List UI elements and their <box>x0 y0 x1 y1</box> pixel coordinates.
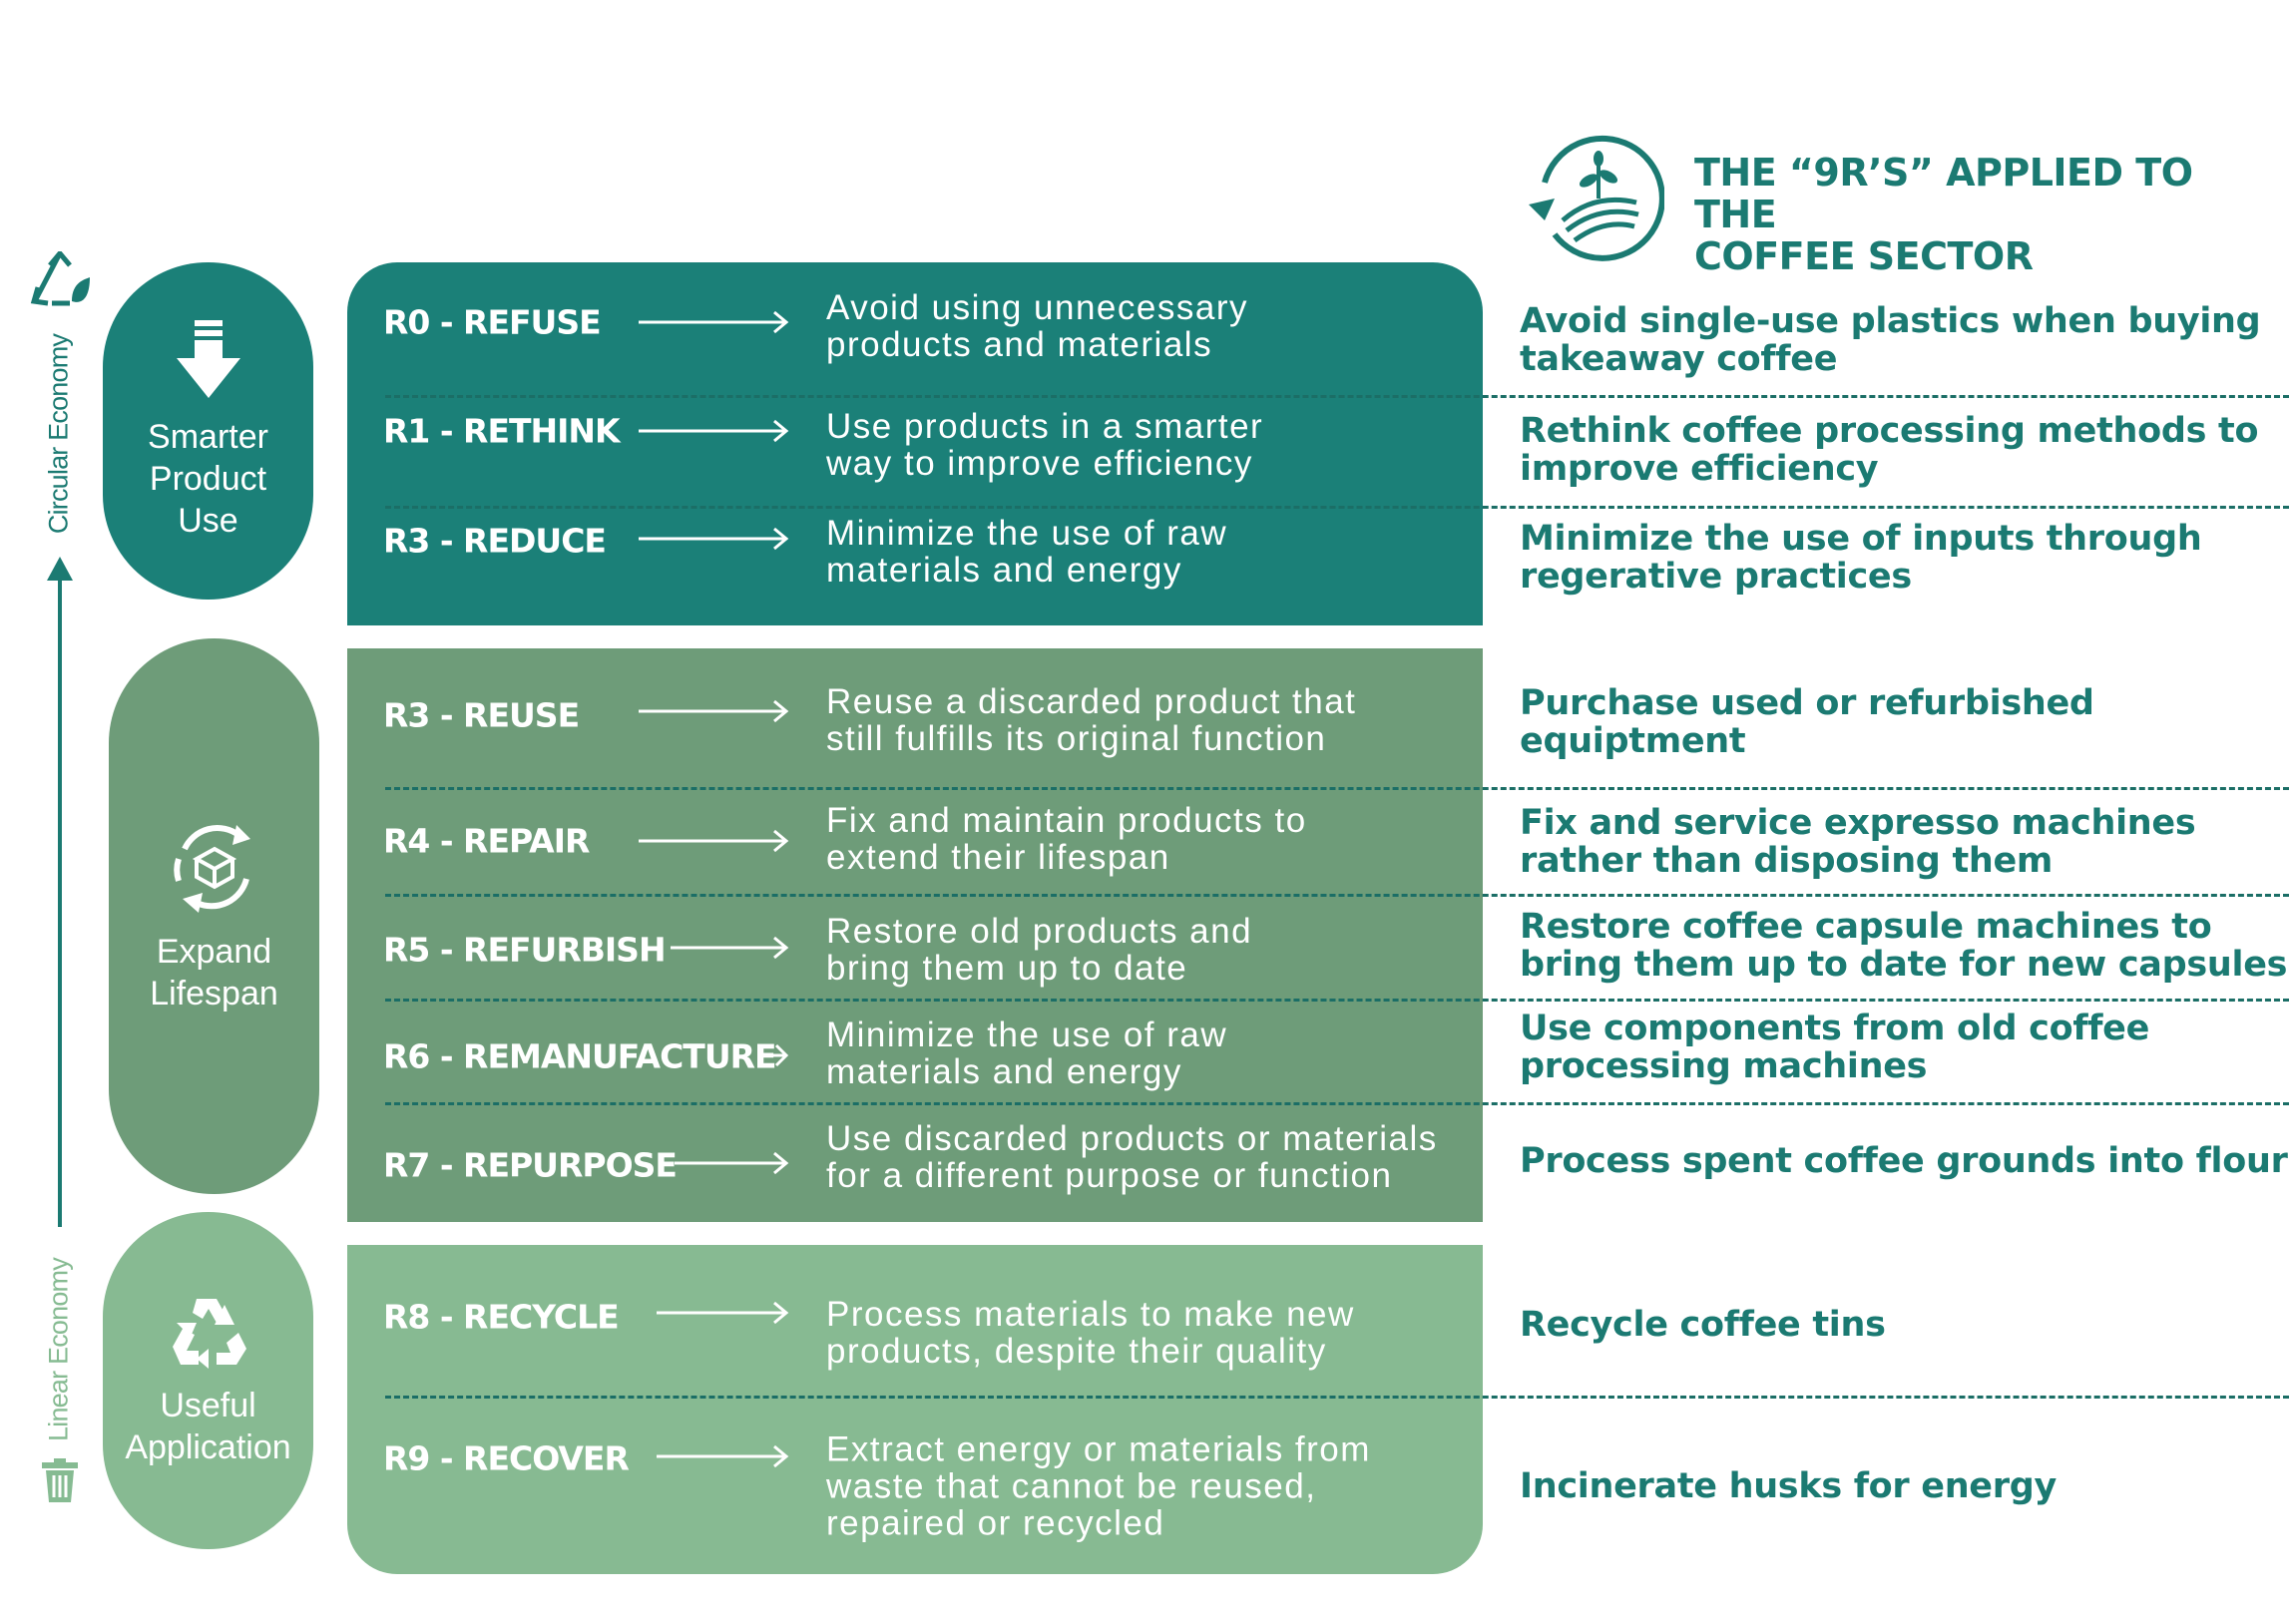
cycle-box-icon <box>167 819 262 915</box>
title-line-1: THE “9R’S” APPLIED TO THE <box>1694 151 2193 236</box>
arrow-right-icon <box>675 1151 790 1175</box>
arrow-right-icon <box>639 419 790 443</box>
r-description <box>826 515 1227 589</box>
app-line: takeaway coffee <box>1520 339 1838 379</box>
app-line: Rethink coffee processing methods to <box>1520 411 2259 451</box>
app-line: regerative practices <box>1520 557 1912 597</box>
r-description <box>826 802 1307 876</box>
recycle-icon <box>169 1293 248 1369</box>
desc-line: Restore old products and <box>826 912 1253 951</box>
category-expand-lifespan <box>109 638 319 1194</box>
r-description <box>826 913 1252 987</box>
arrow-right-icon <box>639 829 790 853</box>
desc-line: materials and energy <box>826 551 1182 590</box>
arrow-right-icon <box>657 1444 790 1468</box>
row-separator <box>385 894 2289 897</box>
desc-line: Use products in a smarter <box>826 407 1264 446</box>
app-line: Use components from old coffee <box>1520 1009 2150 1048</box>
coffee-application <box>1520 302 2260 378</box>
app-line: Purchase used or refurbished <box>1520 683 2094 723</box>
coffee-application <box>1520 1467 2057 1505</box>
r-description <box>826 1016 1227 1090</box>
r-code: R9 - RECOVER <box>383 1438 629 1478</box>
coffee-application <box>1520 804 2195 880</box>
arrow-right-icon <box>639 310 790 334</box>
r-code: R6 - REMANUFACTURE <box>383 1036 776 1076</box>
r-code: R3 - REDUCE <box>383 521 606 561</box>
app-line: rather than disposing them <box>1520 841 2054 881</box>
desc-line: Extract energy or materials from <box>826 1429 1371 1469</box>
desc-line: products, despite their quality <box>826 1332 1327 1371</box>
desc-line: waste that cannot be reused, <box>826 1466 1317 1506</box>
app-line: bring them up to date for new capsules <box>1520 945 2288 985</box>
row-separator <box>385 395 2289 398</box>
coffee-application <box>1520 1142 2288 1180</box>
axis-line <box>58 571 62 1227</box>
desc-line: Minimize the use of raw <box>826 514 1228 553</box>
r-description <box>826 289 1248 363</box>
app-line: processing machines <box>1520 1046 1928 1086</box>
row-separator <box>385 506 2289 509</box>
axis-label-circular: Circular Economy <box>43 333 74 535</box>
desc-line: bring them up to date <box>826 949 1188 988</box>
arrow-right-icon <box>639 527 790 551</box>
desc-line: Avoid using unnecessary <box>826 288 1248 327</box>
r-description <box>826 408 1263 482</box>
r-code: R7 - REPURPOSE <box>383 1145 677 1185</box>
desc-line: Use discarded products or materials <box>826 1119 1438 1158</box>
category-useful-application <box>103 1212 313 1549</box>
coffee-farm-cycle-icon <box>1515 133 1664 267</box>
app-line: equiptment <box>1520 721 1746 761</box>
app-line: Avoid single-use plastics when buying <box>1520 301 2261 341</box>
app-line: Minimize the use of inputs through <box>1520 519 2202 559</box>
r-code: R8 - RECYCLE <box>383 1297 619 1337</box>
app-line: Recycle coffee tins <box>1520 1305 1886 1345</box>
r-description <box>826 1431 1371 1542</box>
category-smarter-product-use <box>103 262 313 600</box>
desc-line: products and materials <box>826 325 1213 364</box>
row-separator <box>385 1396 2289 1399</box>
category-label: Useful Application <box>125 1387 291 1466</box>
desc-line: still fulfills its original function <box>826 719 1327 758</box>
arrow-right-icon <box>766 1043 790 1067</box>
app-line: Process spent coffee grounds into flour <box>1520 1141 2288 1181</box>
r-description <box>826 1296 1355 1370</box>
desc-line: Process materials to make new <box>826 1295 1355 1334</box>
app-line: Incinerate husks for energy <box>1520 1466 2057 1506</box>
r-code: R1 - RETHINK <box>383 411 620 451</box>
desc-line: extend their lifespan <box>826 838 1170 877</box>
row-separator <box>385 1102 2289 1105</box>
r-code: R5 - REFURBISH <box>383 930 666 970</box>
r-description <box>826 683 1356 757</box>
category-label: Expand Lifespan <box>150 932 278 1013</box>
r-description <box>826 1120 1438 1194</box>
coffee-application <box>1520 520 2201 596</box>
coffee-application <box>1520 412 2258 488</box>
arrow-right-icon <box>639 699 790 723</box>
r-code: R3 - REUSE <box>383 695 580 735</box>
coffee-application <box>1520 684 2094 760</box>
recycle-leaf-icon <box>30 251 92 313</box>
desc-line: way to improve efficiency <box>826 444 1253 483</box>
desc-line: Fix and maintain products to <box>826 801 1307 840</box>
desc-line: materials and energy <box>826 1052 1182 1091</box>
trash-bin-icon <box>40 1458 80 1502</box>
category-label: Smarter Product Use <box>148 418 268 540</box>
app-line: Restore coffee capsule machines to <box>1520 907 2212 947</box>
arrow-right-icon <box>657 1301 790 1325</box>
app-line: Fix and service expresso machines <box>1520 803 2196 843</box>
app-line: improve efficiency <box>1520 449 1879 489</box>
coffee-application <box>1520 1306 1886 1344</box>
desc-line: Reuse a discarded product that <box>826 682 1357 721</box>
coffee-application <box>1520 908 2287 984</box>
row-separator <box>385 787 2289 790</box>
desc-line: for a different purpose or function <box>826 1156 1393 1195</box>
desc-line: repaired or recycled <box>826 1503 1165 1543</box>
arrow-right-icon <box>671 936 790 960</box>
title-line-2: COFFEE SECTOR <box>1694 234 2034 278</box>
desc-line: Minimize the use of raw <box>826 1015 1228 1054</box>
coffee-application <box>1520 1010 2149 1085</box>
page-title <box>1694 152 2253 277</box>
r-code: R0 - REFUSE <box>383 302 601 342</box>
row-separator <box>385 999 2289 1002</box>
r-code: R4 - REPAIR <box>383 821 590 861</box>
axis-label-linear: Linear Economy <box>43 1258 74 1441</box>
arrow-down-icon <box>175 320 242 400</box>
